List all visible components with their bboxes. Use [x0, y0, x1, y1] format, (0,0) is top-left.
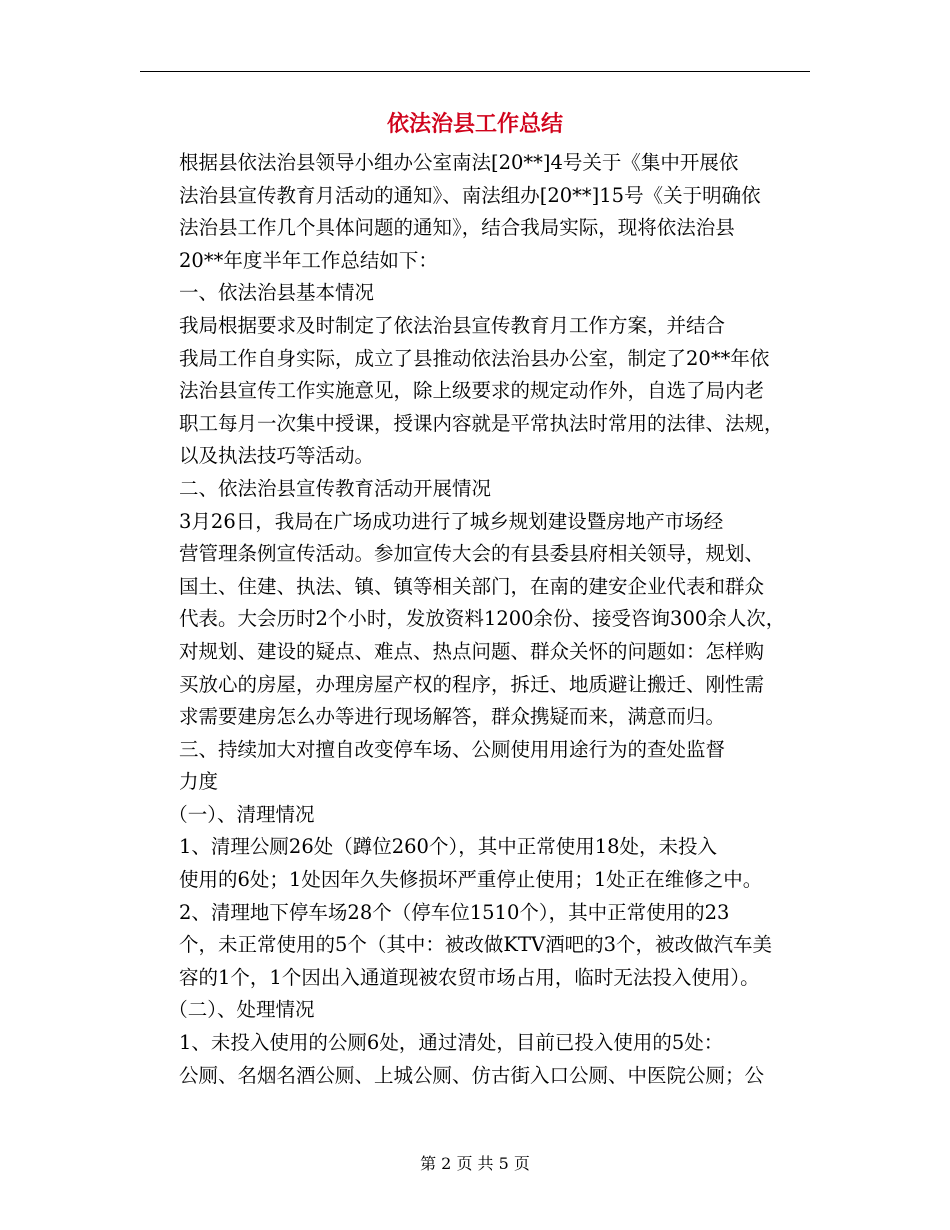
- body-paragraph: [140, 897, 810, 995]
- paragraph-line: 1、清理公厕26处（蹲位260个），其中正常使用18处，未投入: [179, 835, 718, 859]
- section-heading: 一、依法治县基本情况: [179, 281, 375, 305]
- document-body: [140, 147, 810, 1092]
- paragraph-line: 1、未投入使用的公厕6处，通过清处，目前已投入使用的5处：: [179, 1031, 724, 1055]
- paragraph-line: 以及执法技巧等活动。: [179, 444, 375, 468]
- body-paragraph: [140, 831, 810, 896]
- page-footer: 第 2 页 共 5 页: [420, 1154, 530, 1173]
- paragraph-line: 职工每月一次集中授课，授课内容就是平常执法时常用的法律、法规，: [179, 411, 784, 435]
- header-rule: [140, 71, 810, 72]
- paragraph-line: 国土、住建、执法、镇、镇等相关部门，在南的建安企业代表和群众: [179, 574, 765, 598]
- paragraph-line: 对规划、建设的疑点、难点、热点问题、群众关怀的问题如：怎样购: [179, 639, 765, 663]
- paragraph-line: 使用的6处；1处因年久失修损坏严重停止使用；1处正在维修之中。: [179, 868, 763, 892]
- paragraph-line: 个，未正常使用的5个（其中：被改做KTV酒吧的3个，被改做汽车美: [179, 933, 772, 957]
- paragraph-line: 公厕、名烟名酒公厕、上城公厕、仿古街入口公厕、中医院公厕；公: [179, 1063, 765, 1087]
- body-paragraph: [140, 734, 810, 799]
- paragraph-line: 代表。大会历时2个小时，发放资料1200余份、接受咨询300余人次，: [179, 607, 786, 631]
- document-title: 依法治县工作总结: [386, 111, 563, 137]
- paragraph-line: 营管理条例宣传活动。参加宣传大会的有县委县府相关领导，规划、: [179, 542, 765, 566]
- body-paragraph: [140, 147, 810, 277]
- body-paragraph: [140, 1027, 810, 1092]
- paragraph-line: 2、清理地下停车场28个（停车位1510个），其中正常使用的23: [179, 900, 730, 924]
- paragraph-line: 20**年度半年工作总结如下：: [179, 248, 438, 272]
- paragraph-line: 买放心的房屋，办理房屋产权的程序，拆迁、地质避让搬迁、刚性需: [179, 672, 765, 696]
- body-paragraph: [140, 506, 810, 734]
- subsection-heading: （一）、清理情况: [168, 802, 315, 826]
- section-heading: 二、依法治县宣传教育活动开展情况: [179, 476, 492, 500]
- paragraph-line: 法治县宣传工作实施意见，除上级要求的规定动作外，自选了局内老: [179, 379, 765, 403]
- paragraph-line: 求需要建房怎么办等进行现场解答，群众携疑而来，满意而归。: [179, 705, 726, 729]
- paragraph-line: 法治县工作几个具体问题的通知》，结合我局实际，现将依法治县: [179, 216, 735, 240]
- paragraph-line: 我局工作自身实际，成立了县推动依法治县办公室，制定了20**年依: [179, 346, 770, 370]
- paragraph-line: 三、持续加大对擅自改变停车场、公厕使用用途行为的查处监督: [179, 737, 726, 761]
- paragraph-line: 我局根据要求及时制定了依法治县宣传教育月工作方案，并结合: [179, 313, 726, 337]
- body-paragraph: [140, 310, 810, 473]
- paragraph-line: 3月26日，我局在广场成功进行了城乡规划建设暨房地产市场经: [179, 509, 724, 533]
- paragraph-line: 法治县宣传教育月活动的通知》、南法组办[20**]15号《关于明确依: [179, 183, 761, 207]
- subsection-heading: （二）、处理情况: [168, 998, 315, 1022]
- paragraph-line: 力度: [179, 770, 219, 794]
- paragraph-line: 根据县依法治县领导小组办公室南法[20**]4号关于《集中开展依: [179, 151, 739, 174]
- paragraph-line: 容的1个，1个因出入通道现被农贸市场占用，临时无法投入使用）。: [179, 965, 760, 989]
